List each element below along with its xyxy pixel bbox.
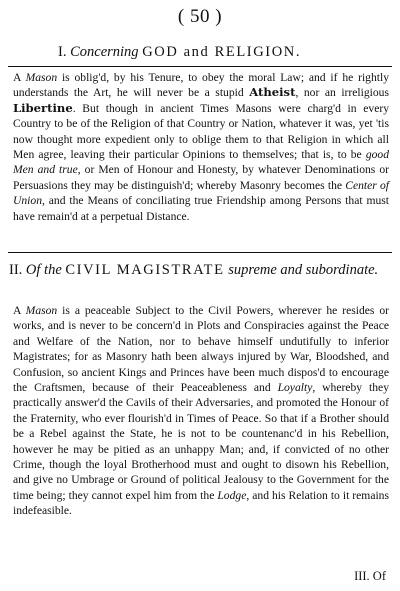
section-heading-caps: GOD and RELIGION. bbox=[142, 44, 302, 60]
text-run: good Men and true bbox=[13, 148, 389, 177]
text-run: Mason bbox=[25, 304, 58, 317]
section-number: II. bbox=[9, 262, 23, 278]
section-paragraph-civil-magistrate bbox=[13, 303, 389, 519]
text-run: Loyalty bbox=[277, 381, 313, 395]
catchword: III. Of bbox=[354, 569, 386, 583]
text-run: . But though in ancient Times Masons were charg'd in every Country to be of the Religion of that Country or Nation, whatever it was, yet 'tis now thought more expedient only to oblige them to that Religion in which all Men agree, leaving their particular Opinions to themselves; that is, to be bbox=[13, 101, 389, 162]
section-heading-post: supreme and subordinate. bbox=[228, 262, 379, 278]
divider-rule bbox=[8, 66, 392, 67]
text-run: Center of Union bbox=[13, 178, 389, 208]
text-run: is a peaceable Subject to the Civil Powers, wherever he resides or works, and is never to be concern'd in Plots and Conspiracies against the Peace and Welfare of the Nation, nor to behave himself undutifully to inferior Magistrates; for as Masonry hath been always injured by War, Bloodshed, and Confusion, so ancient Kings and Princes have been much dispos'd to encourage the Craftsmen, because of their Peaceableness and bbox=[13, 304, 389, 395]
divider-rule bbox=[8, 252, 392, 253]
section-heading-caps: CIVIL MAGISTRATE bbox=[65, 262, 225, 278]
page-number: ( 50 ) bbox=[177, 6, 223, 27]
section-heading-civil-magistrate bbox=[9, 261, 389, 280]
text-run: Libertine bbox=[13, 100, 73, 115]
text-run: is oblig'd, by his Tenure, to obey the moral Law; and if he rightly understands the Art, he will never be a stupid bbox=[13, 71, 389, 100]
text-run: Lodge bbox=[217, 488, 247, 502]
section-number: I. bbox=[58, 44, 67, 60]
text-run: , nor an irreligious bbox=[295, 86, 389, 100]
text-run: , and his Relation to it remains indefeasible. bbox=[13, 488, 389, 518]
text-run: A bbox=[13, 71, 26, 84]
text-run: Atheist bbox=[249, 85, 296, 100]
section-heading-god-religion bbox=[58, 43, 398, 61]
text-run: A bbox=[13, 304, 26, 317]
text-run: , and the Means of conciliating true Friendship among Persons that must have remain'd at a perpetual Distance. bbox=[13, 194, 389, 223]
text-run: , whereby they practically answer'd the Cavils of their Adversaries, and promoted the Honour of the Fraternity, who ever flourish'd in Times of Peace. So that if a Brother should be a Rebel against the State, he is not to be countenanc'd in his Rebellion, however he may be pitied as an unhappy Man; and, if convicted of no other Crime, though the loyal Brotherhood must and ought to disown his Rebellion, and give no Umbrage or Ground of political Jealousy to the Government for the time being; they cannot expel him from the bbox=[13, 381, 389, 502]
text-run: , or Men of Honour and Honesty, by whatever Denominations or Persuasions they may be distinguish'd; whereby Masonry becomes the bbox=[13, 163, 389, 192]
section-heading-pre: Of the bbox=[25, 262, 62, 278]
section-heading-pre: Concerning bbox=[70, 44, 139, 60]
section-paragraph-god-religion bbox=[13, 70, 389, 224]
text-run: Mason bbox=[25, 71, 58, 84]
